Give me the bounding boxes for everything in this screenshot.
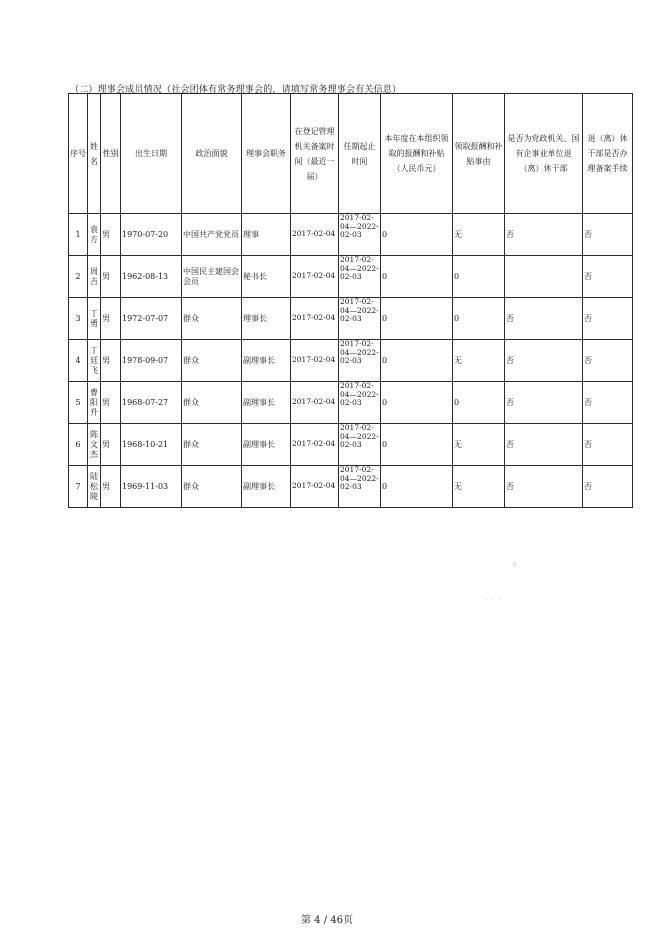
cell-retired-cadre xyxy=(505,256,583,298)
cell-birth: 1968-10-21 xyxy=(121,424,182,466)
cell-term: 2017-02-04—2022-02-03 xyxy=(339,298,381,340)
header-position: 理事会职务 xyxy=(242,94,291,214)
cell-retired-formalities: 否 xyxy=(583,298,633,340)
header-seq: 序号 xyxy=(69,94,88,214)
cell-pay: 0 xyxy=(381,466,453,508)
header-pay: 本年度在本组织领取的报酬和补贴（人民币元） xyxy=(381,94,453,214)
cell-filing-time: 2017-02-04 xyxy=(291,424,339,466)
page-number: 第 4 / 46页 xyxy=(301,915,353,926)
header-retired-cadre: 是否为党政机关、国有企事业单位退（离）休干部 xyxy=(505,94,583,214)
table-row xyxy=(69,340,633,382)
cell-term: 2017-02-04—2022-02-03 xyxy=(339,466,381,508)
cell-political: 中国民主建国会会员 xyxy=(182,256,242,298)
cell-political: 群众 xyxy=(182,340,242,382)
cell-position: 副理事长 xyxy=(242,466,291,508)
cell-birth: 1968-07-27 xyxy=(121,382,182,424)
cell-pay: 0 xyxy=(381,298,453,340)
cell-pay-reason: 无 xyxy=(453,214,505,256)
cell-filing-time: 2017-02-04 xyxy=(291,214,339,256)
table-row xyxy=(69,214,633,256)
table-row xyxy=(69,382,633,424)
cell-name: 曹阳升 xyxy=(88,382,101,424)
cell-pay-reason: 无 xyxy=(453,424,505,466)
cell-pay-reason: 无 xyxy=(453,466,505,508)
cell-retired-cadre: 否 xyxy=(505,298,583,340)
cell-pay-reason: 0 xyxy=(453,256,505,298)
cell-birth: 1972-07-07 xyxy=(121,298,182,340)
cell-retired-formalities: 否 xyxy=(583,424,633,466)
cell-retired-cadre: 否 xyxy=(505,214,583,256)
cell-gender: 男 xyxy=(101,256,121,298)
cell-retired-formalities: 否 xyxy=(583,382,633,424)
cell-pay: 0 xyxy=(381,382,453,424)
cell-name: 袁方 xyxy=(88,214,101,256)
header-political: 政治面貌 xyxy=(182,94,242,214)
cell-name: 陆松陵 xyxy=(88,466,101,508)
cell-name: 周吉 xyxy=(88,256,101,298)
cell-name: 丁勇 xyxy=(88,298,101,340)
cell-seq: 1 xyxy=(69,214,88,256)
cell-political: 群众 xyxy=(182,466,242,508)
cell-retired-cadre: 否 xyxy=(505,382,583,424)
cell-term: 2017-02-04—2022-02-03 xyxy=(339,424,381,466)
header-birth: 出生日期 xyxy=(121,94,182,214)
header-retired-formalities: 退（离）休干部是否办理备案手续 xyxy=(583,94,633,214)
header-gender: 性别 xyxy=(101,94,121,214)
cell-pay-reason: 无 xyxy=(453,340,505,382)
cell-pay-reason: 0 xyxy=(453,298,505,340)
cell-position: 副理事长 xyxy=(242,382,291,424)
cell-name: 陈文杰 xyxy=(88,424,101,466)
cell-seq: 2 xyxy=(69,256,88,298)
cell-term: 2017-02-04—2022-02-03 xyxy=(339,382,381,424)
cell-filing-time: 2017-02-04 xyxy=(291,340,339,382)
header-term: 任期起止时间 xyxy=(339,94,381,214)
cell-position: 副理事长 xyxy=(242,340,291,382)
cell-gender: 男 xyxy=(101,382,121,424)
table-row xyxy=(69,298,633,340)
section-title: （二）理事会成员情况（社会团体有常务理事会的，请填写常务理事会有关信息） xyxy=(70,85,402,95)
cell-position: 理事 xyxy=(242,214,291,256)
table-row xyxy=(69,466,633,508)
table-row xyxy=(69,424,633,466)
cell-retired-formalities: 否 xyxy=(583,214,633,256)
cell-political: 中国共产党党员 xyxy=(182,214,242,256)
cell-political: 群众 xyxy=(182,424,242,466)
cell-position: 秘书长 xyxy=(242,256,291,298)
cell-pay: 0 xyxy=(381,424,453,466)
cell-retired-cadre: 否 xyxy=(505,340,583,382)
cell-filing-time: 2017-02-04 xyxy=(291,466,339,508)
cell-retired-cadre: 否 xyxy=(505,424,583,466)
cell-seq: 5 xyxy=(69,382,88,424)
cell-position: 理事长 xyxy=(242,298,291,340)
cell-term: 2017-02-04—2022-02-03 xyxy=(339,340,381,382)
cell-gender: 男 xyxy=(101,298,121,340)
header-pay-reason: 领取报酬和补贴事由 xyxy=(453,94,505,214)
cell-birth: 1978-09-07 xyxy=(121,340,182,382)
cell-seq: 6 xyxy=(69,424,88,466)
cell-term: 2017-02-04—2022-02-03 xyxy=(339,256,381,298)
cell-pay: 0 xyxy=(381,340,453,382)
cell-position: 副理事长 xyxy=(242,424,291,466)
cell-seq: 3 xyxy=(69,298,88,340)
cell-pay-reason: 0 xyxy=(453,382,505,424)
cell-seq: 7 xyxy=(69,466,88,508)
cell-pay: 0 xyxy=(381,256,453,298)
board-members-table xyxy=(68,93,633,508)
table-body xyxy=(69,214,633,508)
cell-name: 丁廷飞 xyxy=(88,340,101,382)
cell-filing-time: 2017-02-04 xyxy=(291,298,339,340)
cell-term: 2017-02-04—2022-02-03 xyxy=(339,214,381,256)
cell-birth: 1962-08-13 xyxy=(121,256,182,298)
cell-gender: 男 xyxy=(101,340,121,382)
cell-retired-formalities: 否 xyxy=(583,256,633,298)
cell-birth: 1969-11-03 xyxy=(121,466,182,508)
table-row xyxy=(69,256,633,298)
cell-pay: 0 xyxy=(381,214,453,256)
cell-filing-time: 2017-02-04 xyxy=(291,382,339,424)
header-filing-time: 在登记管理机关备案时间（最近一届） xyxy=(291,94,339,214)
cell-gender: 男 xyxy=(101,424,121,466)
cell-filing-time: 2017-02-04 xyxy=(291,256,339,298)
header-name: 姓名 xyxy=(88,94,101,214)
cell-retired-formalities: 否 xyxy=(583,466,633,508)
cell-seq: 4 xyxy=(69,340,88,382)
cell-gender: 男 xyxy=(101,214,121,256)
cell-retired-cadre: 否 xyxy=(505,466,583,508)
faint-stamp-mark: · · ˡ xyxy=(486,596,502,604)
cell-gender: 男 xyxy=(101,466,121,508)
faint-stamp-mark: ㅊ xyxy=(510,561,519,571)
cell-retired-formalities: 否 xyxy=(583,340,633,382)
table-header-row xyxy=(69,94,633,214)
cell-birth: 1970-07-20 xyxy=(121,214,182,256)
cell-political: 群众 xyxy=(182,298,242,340)
cell-political: 群众 xyxy=(182,382,242,424)
